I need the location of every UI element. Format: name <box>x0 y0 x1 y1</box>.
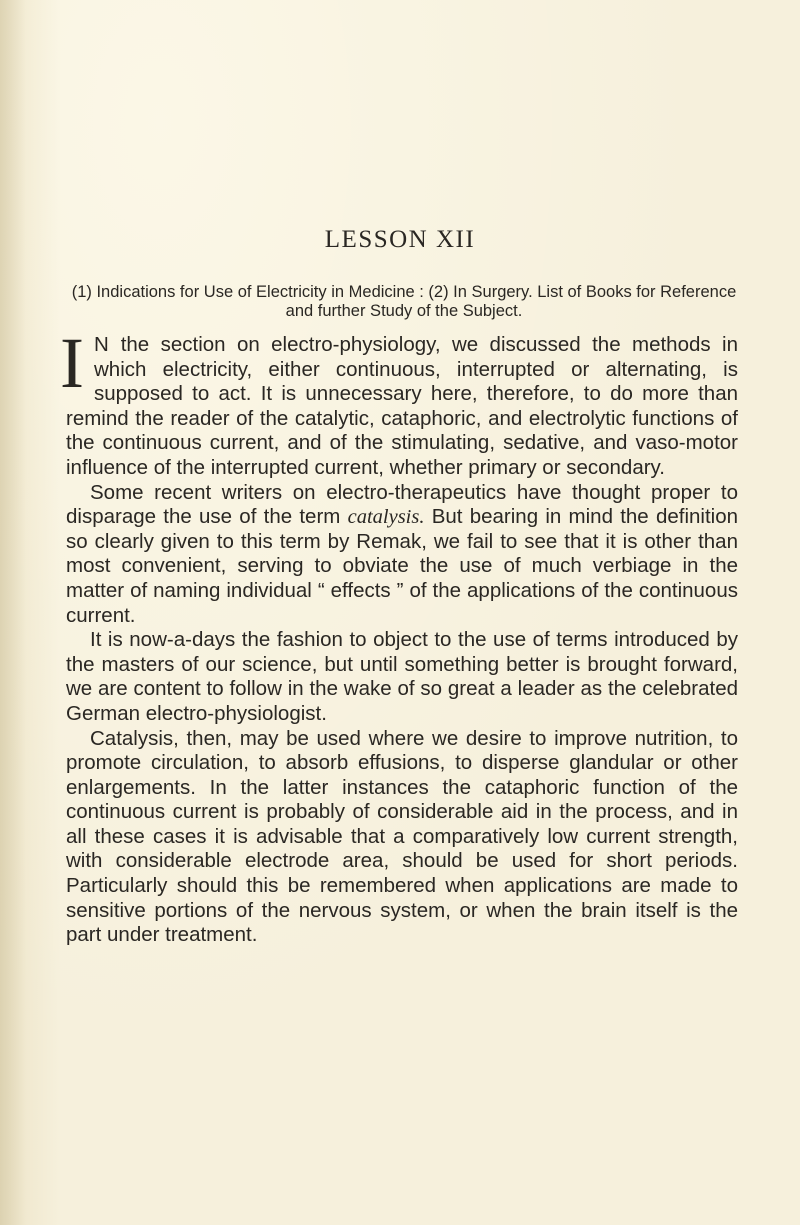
drop-cap: I <box>60 323 84 403</box>
paragraph-1 <box>60 323 738 481</box>
lesson-heading: LESSON XII <box>324 226 476 253</box>
body-text <box>60 323 739 948</box>
lesson-summary: (1) Indications for Use of Electricity in Medicine : (2) In Surgery. List of Books for Reference and further Study of the Subject. <box>71 283 737 320</box>
paragraph-3: It is now-a-days the fashion to object to the use of terms introduced by the masters of our science, but until something better is brought forward, we are content to follow in the wake of so great a leader as the celebrated German electro-physiologist. <box>66 628 738 725</box>
paragraph-2 <box>66 481 738 629</box>
paragraph-4: Catalysis, then, may be used where we desire to improve nutrition, to promote circulation, to absorb effusions, to disperse glandular or other enlargements. In the latter instances the cataphoric function of the continuous current is probably of considerable aid in the process, and in all these cases it is advisable that a comparatively low current strength, with considerable electrode area, should be used for short periods. Particularly should this be remembered when applications are made to sensitive portions of the nervous system, or when the brain itself is the part under treatment. <box>66 726 738 947</box>
opening-letters: N <box>93 333 110 356</box>
paragraph-2-before: Some recent writers on electro-therapeutics have thought proper to disparage the use of the term <box>66 480 738 529</box>
italic-term: catalysis. <box>347 506 425 529</box>
paragraph-2-after: But bearing in mind the definition so clearly given to this term by Remak, we fail to see that it is other than most convenient, serving to obviate the use of much verbiage in the matter of naming individual “ effects ” of the applications of the continuous current. <box>66 505 739 627</box>
paragraph-1-text: the section on electro-physiology, we discussed the methods in which electricity, either continuous, interrupted or alternating, is supposed to act. It is unnecessary here, therefore, to do more than remind the reader of the catalytic, cataphoric, and electrolytic functions of the continuous current, and of the stimulating, sedative, and vaso-motor influence of the interrupted current, whether primary or secondary. <box>66 333 738 479</box>
page-edge-shadow <box>0 0 26 1225</box>
